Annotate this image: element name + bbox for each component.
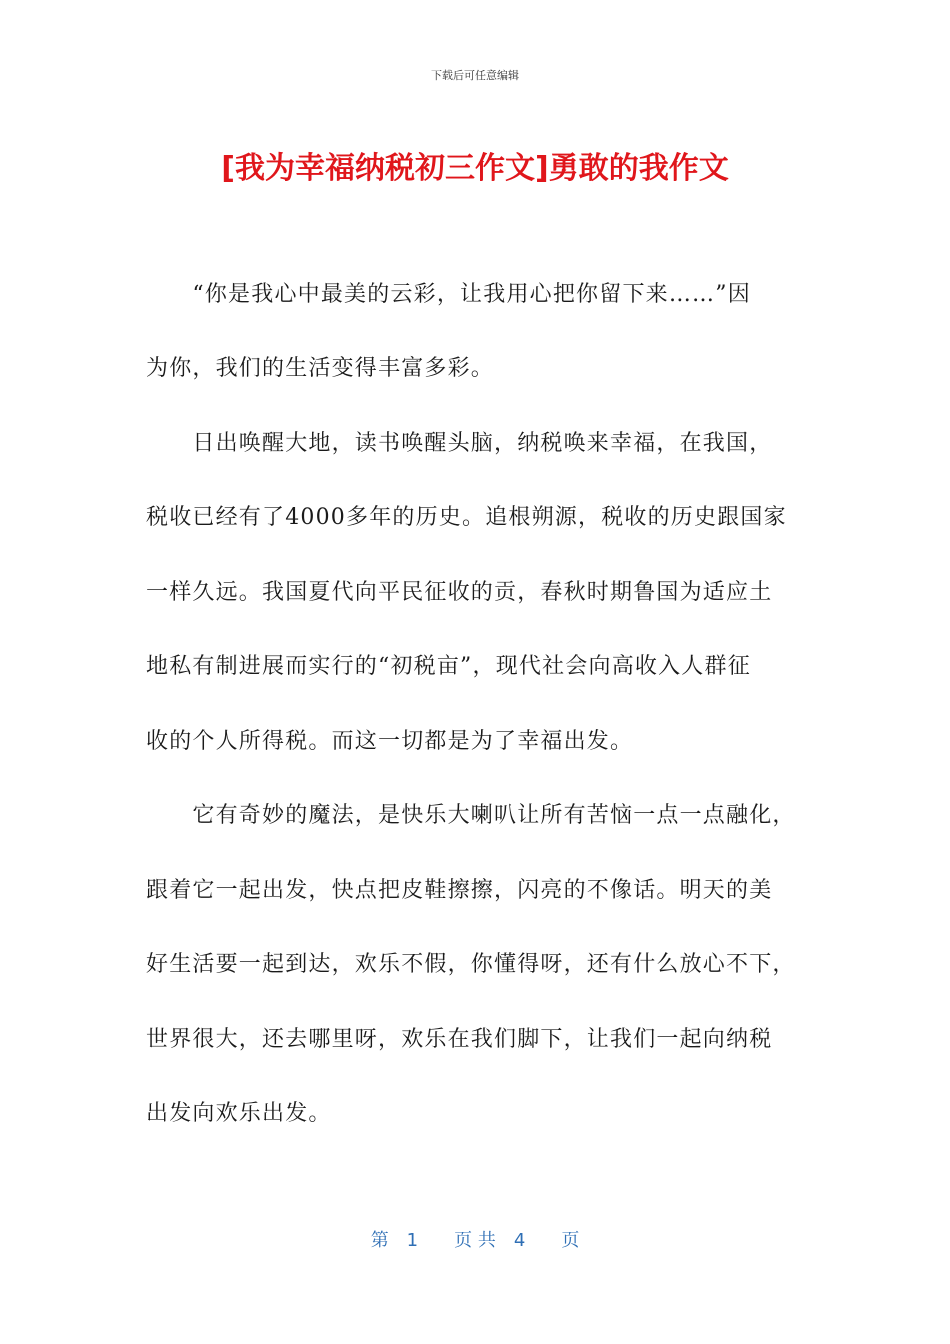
body-line: 它有奇妙的魔法，是快乐大喇叭让所有苦恼一点一点融化，: [146, 803, 796, 828]
body-line: 收的个人所得税。而这一切都是为了幸福出发。: [146, 729, 634, 754]
document-title: [我为幸福纳税初三作文]勇敢的我作文: [221, 151, 729, 186]
page-footer: 第 1 页 共 4 页: [370, 1230, 580, 1251]
body-line: 好生活要一起到达，欢乐不假，你懂得呀，还有什么放心不下，: [146, 952, 796, 977]
body-line: 地私有制进展而实行的“初税亩”，现代社会向高收入人群征: [146, 654, 751, 679]
header-note: 下载后可任意编辑: [431, 69, 519, 82]
body-line: 税收已经有了4000多年的历史。追根朔源，税收的历史跟国家: [146, 505, 787, 530]
body-line: 一样久远。我国夏代向平民征收的贡，春秋时期鲁国为适应土: [146, 580, 773, 605]
body-line: 出发向欢乐出发。: [146, 1101, 332, 1126]
body-line: 世界很大，还去哪里呀，欢乐在我们脚下，让我们一起向纳税: [146, 1027, 773, 1052]
body-line: 日出唤醒大地，读书唤醒头脑，纳税唤来幸福，在我国，: [146, 431, 773, 456]
body-line: 为你，我们的生活变得丰富多彩。: [146, 356, 495, 381]
body-line: “你是我心中最美的云彩，让我用心把你留下来……”因: [146, 282, 751, 307]
body-line: 跟着它一起出发，快点把皮鞋擦擦，闪亮的不像话。明天的美: [146, 878, 773, 903]
